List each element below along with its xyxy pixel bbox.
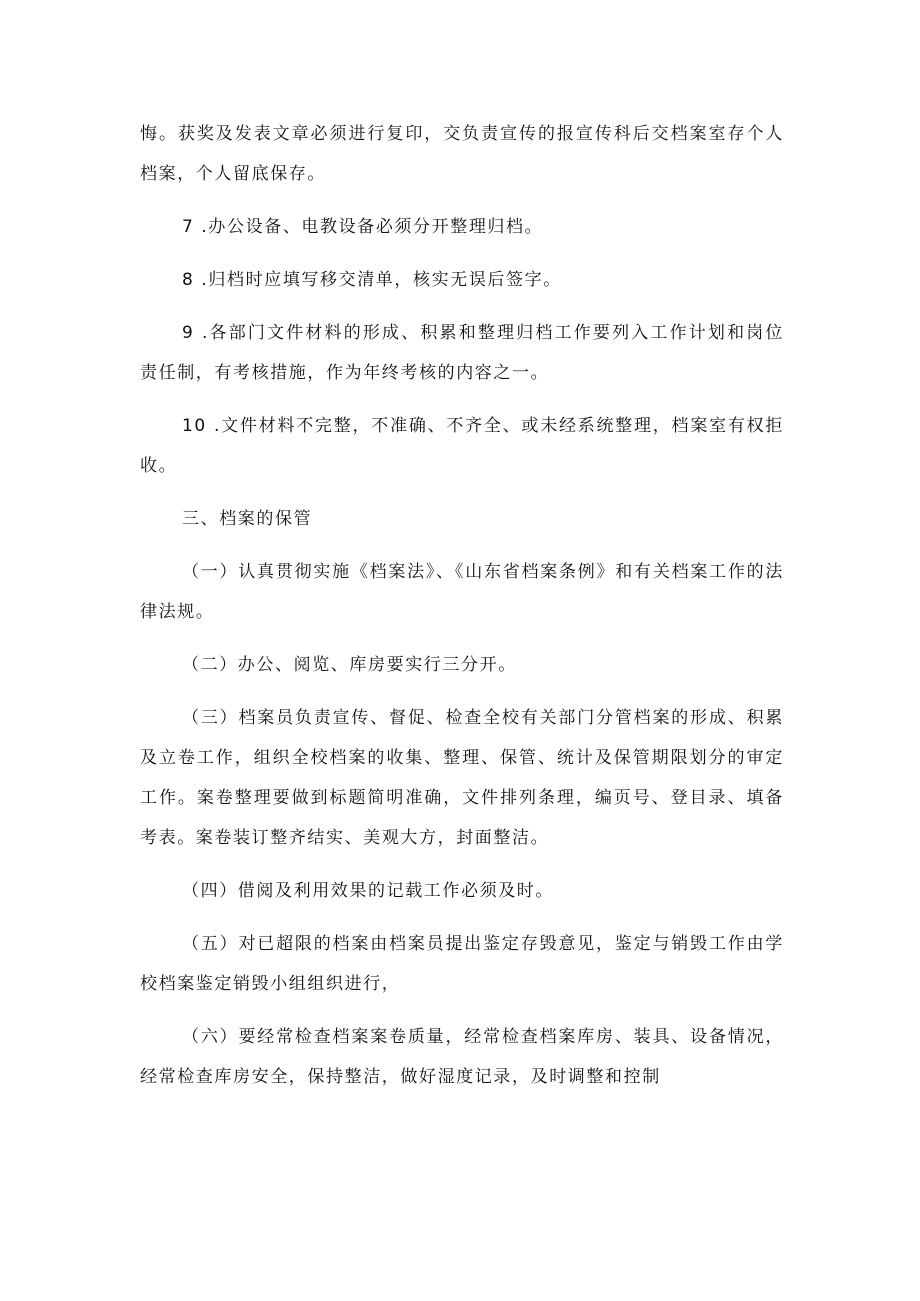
paragraph-item-10: 10 .文件材料不完整，不准确、不齐全、或未经系统整理，档案室有权拒收。 bbox=[140, 416, 784, 476]
paragraph-continuation: 悔。获奖及发表文章必须进行复印，交负责宣传的报宣传科后交档案室存个人档案，个人留底保存。 bbox=[140, 124, 784, 184]
section-heading: 三、档案的保管 bbox=[182, 509, 313, 529]
paragraph-clause-3: （三）档案员负责宣传、督促、检查全校有关部门分管档案的形成、积累及立卷工作，组织全校档案的收集、整理、保管、统计及保管期限划分的审定工作。案卷整理要做到标题简明准确，文件排列条理，编页号、登目录、填备考表。案卷装订整齐结实、美观大方，封面整洁。 bbox=[140, 708, 784, 848]
paragraph-item-9: 9 .各部门文件材料的形成、积累和整理归档工作要列入工作计划和岗位责任制，有考核措施，作为年终考核的内容之一。 bbox=[140, 323, 784, 383]
paragraph-item-8: 8 .归档时应填写移交清单，核实无误后签字。 bbox=[182, 270, 562, 290]
paragraph-clause-2: （二）办公、阅览、库房要实行三分开。 bbox=[182, 655, 517, 675]
document-body bbox=[140, 114, 784, 1110]
paragraph-clause-4: （四）借阅及利用效果的记载工作必须及时。 bbox=[182, 881, 554, 901]
paragraph-clause-6: （六）要经常检查档案案卷质量，经常检查档案库房、装具、设备情况，经常检查库房安全，保持整洁，做好湿度记录，及时调整和控制 bbox=[140, 1027, 784, 1087]
paragraph-clause-5: （五）对已超限的档案由档案员提出鉴定存毁意见，鉴定与销毁工作由学校档案鉴定销毁小组组织进行， bbox=[140, 934, 784, 994]
paragraph-item-7: 7 .办公设备、电教设备必须分开整理归档。 bbox=[182, 217, 544, 237]
paragraph-clause-1: （一）认真贯彻实施《档案法》、《山东省档案条例》和有关档案工作的法律法规。 bbox=[140, 562, 784, 622]
